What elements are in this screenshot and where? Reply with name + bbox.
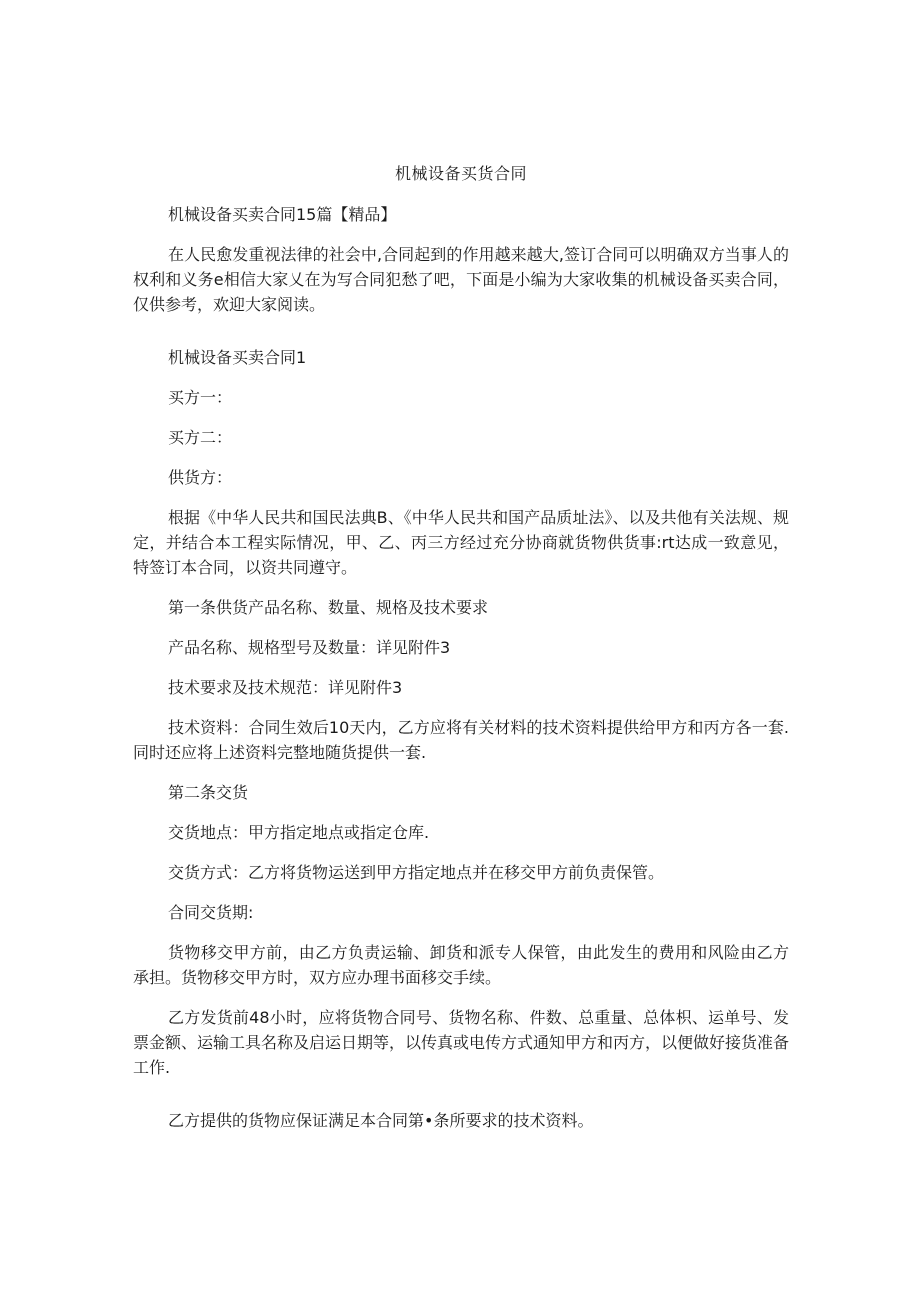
buyer-two-field: 买方二： [168,428,233,447]
technical-materials-paragraph: 技术资料：合同生效后10天内，乙方应将有关材料的技术资料提供给甲方和丙方各一套.同时还应将上述资料完整地随货提供一套. [133,718,789,762]
buyer-one-field: 买方一： [168,388,233,407]
product-spec-line: 产品名称、规格型号及数量：详见附件3 [168,638,451,657]
handover-paragraph: 货物移交甲方前，由乙方负责运输、卸货和派专人保管，由此发生的费用和风险由乙方承担。货物移交甲方时，双方应办理书面移交手续。 [133,943,789,987]
delivery-period-line: 合同交货期: [168,903,254,922]
document-title: 机械设备买货合同 [394,164,527,183]
article-one-heading: 第一条供货产品名称、数量、规格及技术要求 [168,598,489,617]
legal-basis-paragraph: 根据《中华人民共和国民法典B、《中华人民共和国产品质址法》、以及共他有关法规、规定，并结合本工程实际情况，甲、乙、丙三方经过充分协商就货物供货事:rt达成一致意见，特签订本合同，以资共同遵守。 [133,508,789,577]
contract-heading: 机械设备买卖合同1 [168,348,307,367]
supplier-field: 供货方： [168,468,233,487]
technical-requirements-line: 技术要求及技术规范：详见附件3 [168,678,403,697]
goods-guarantee-paragraph: 乙方提供的货物应保证满足本合同第•条所要求的技术资料。 [168,1111,594,1130]
shipping-notice-paragraph: 乙方发货前48小时，应将货物合同号、货物名称、件数、总重量、总体枳、运单号、发票金额、运输工具名称及启运日期等，以传真或电传方式通知甲方和丙方，以便做好接货准备工作. [133,1008,790,1077]
article-two-heading: 第二条交货 [168,783,249,802]
document-body [133,163,789,1148]
delivery-location-line: 交货地点：甲方指定地点或指定仓库. [168,823,430,842]
delivery-method-line: 交货方式：乙方将货物运送到甲方指定地点并在移交甲方前负责保管。 [168,863,665,882]
intro-paragraph: 在人民愈发重视法律的社会中,合同起到的作用越来越大,签订合同可以明确双方当事人的权利和义务e相信大家乂在为写合同犯愁了吧，下面是小编为大家收集的机械设备买卖合同，仅供参考，欢迎大家阅读。 [133,245,789,314]
subtitle-paragraph: 机械设备买卖合同15篇【精品】 [168,205,397,224]
